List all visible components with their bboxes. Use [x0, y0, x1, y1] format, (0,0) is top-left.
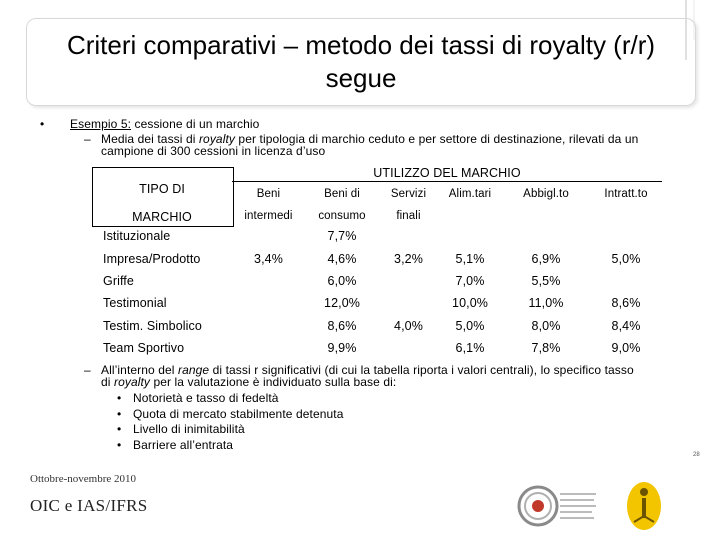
footer-date: Ottobre-novembre 2010	[30, 473, 136, 485]
column-header-line-1: Alim.tari	[448, 188, 492, 200]
row-label: Impresa/Prodotto	[103, 252, 201, 266]
column-header-line-1: Beni di	[324, 188, 360, 200]
table-cell: 10,0%	[452, 296, 488, 310]
note-italic-2: royalty	[113, 375, 151, 389]
note-text-cont: di tassi r significativi (di cui la tabella riporta i valori centrali), lo specifico tasso	[209, 363, 634, 377]
row-label: Testimonial	[103, 296, 167, 310]
description-italic: royalty	[198, 132, 235, 146]
note-text-2-cont: per la valutazione è individuato sulla base di:	[150, 375, 397, 389]
group-header: UTILIZZO DEL MARCHIO	[373, 166, 521, 180]
column-header-line-1: Abbigl.to	[523, 188, 569, 200]
list-bullet: •	[117, 437, 122, 452]
table-cell: 6,0%	[327, 274, 357, 288]
row-label: Testim. Simbolico	[103, 319, 202, 333]
column-header-line-2: intermedi	[244, 210, 293, 222]
table-cell: 8,0%	[531, 319, 561, 333]
table-cell: 4,6%	[327, 252, 357, 266]
list-item: Notorietà e tasso di fedeltà	[133, 391, 279, 405]
table-cell: 4,0%	[394, 319, 423, 333]
row-header-line-1: TIPO DI	[139, 182, 185, 196]
oic-logo	[624, 478, 664, 534]
table-cell: 5,5%	[531, 274, 561, 288]
column-header-line-2: finali	[396, 210, 421, 222]
table-cell: 6,9%	[531, 252, 561, 266]
table-cell: 9,9%	[327, 341, 357, 355]
row-header-line-2: MARCHIO	[132, 210, 192, 224]
note-dash: –	[84, 363, 91, 377]
description-dash: –	[84, 132, 91, 146]
note-line-2	[101, 376, 396, 389]
table-cell: 7,0%	[455, 274, 485, 288]
column-header-line-1: Servizi	[390, 188, 427, 200]
table-cell: 8,6%	[327, 319, 357, 333]
list-item: Barriere all’entrata	[133, 437, 234, 452]
table-cell: 5,0%	[455, 319, 485, 333]
table-cell: 3,2%	[394, 252, 423, 266]
table-cell: 12,0%	[324, 296, 360, 310]
row-label: Team Sportivo	[103, 341, 185, 355]
page-number: 28	[693, 452, 700, 458]
description-text-cont: per tipologia di marchio ceduto e per settore di destinazione, rilevati da un	[235, 132, 639, 146]
example-heading	[70, 118, 259, 131]
page-title: Criteri comparativi – metodo dei tassi di royalty (r/r) segue	[66, 30, 656, 93]
table-cell: 5,0%	[611, 252, 641, 266]
table-cell: 7,7%	[327, 229, 357, 243]
row-label: Griffe	[103, 274, 134, 288]
description-line-2: campione di 300 cessioni in licenza d’uso	[101, 144, 326, 158]
table-cell: 6,1%	[455, 341, 485, 355]
table-cell: 7,8%	[531, 341, 561, 355]
column-header-line-1: Intratt.to	[604, 188, 648, 200]
table-cell: 9,0%	[611, 341, 641, 355]
column-header-line-2: consumo	[318, 210, 366, 222]
list-item: Livello di inimitabilità	[133, 422, 245, 436]
example-label: Esempio 5:	[70, 117, 132, 131]
list-bullet: •	[117, 422, 122, 436]
row-header-label	[92, 175, 232, 231]
footer-brand: OIC e IAS/IFRS	[30, 496, 148, 515]
table-cell: 8,6%	[611, 296, 641, 310]
column-header-line-1: Beni	[256, 188, 281, 200]
table-cell: 5,1%	[455, 252, 485, 266]
table-cell: 3,4%	[254, 252, 283, 266]
note-text: All’interno del	[101, 363, 178, 377]
description-text: Media dei tassi di	[101, 132, 199, 146]
group-header-underline	[232, 181, 662, 182]
order-logo	[514, 478, 600, 534]
note-italic: range	[177, 363, 210, 377]
note-text-2: di	[101, 375, 114, 389]
intro-bullet: •	[40, 117, 45, 131]
table-cell: 11,0%	[528, 296, 564, 310]
example-text: cessione di un marchio	[131, 117, 260, 131]
list-bullet: •	[117, 406, 122, 421]
title-box	[26, 18, 696, 106]
list-bullet: •	[117, 391, 122, 405]
list-item: Quota di mercato stabilmente detenuta	[133, 406, 344, 421]
table-cell: 8,4%	[611, 319, 641, 333]
row-label: Istituzionale	[103, 229, 171, 243]
